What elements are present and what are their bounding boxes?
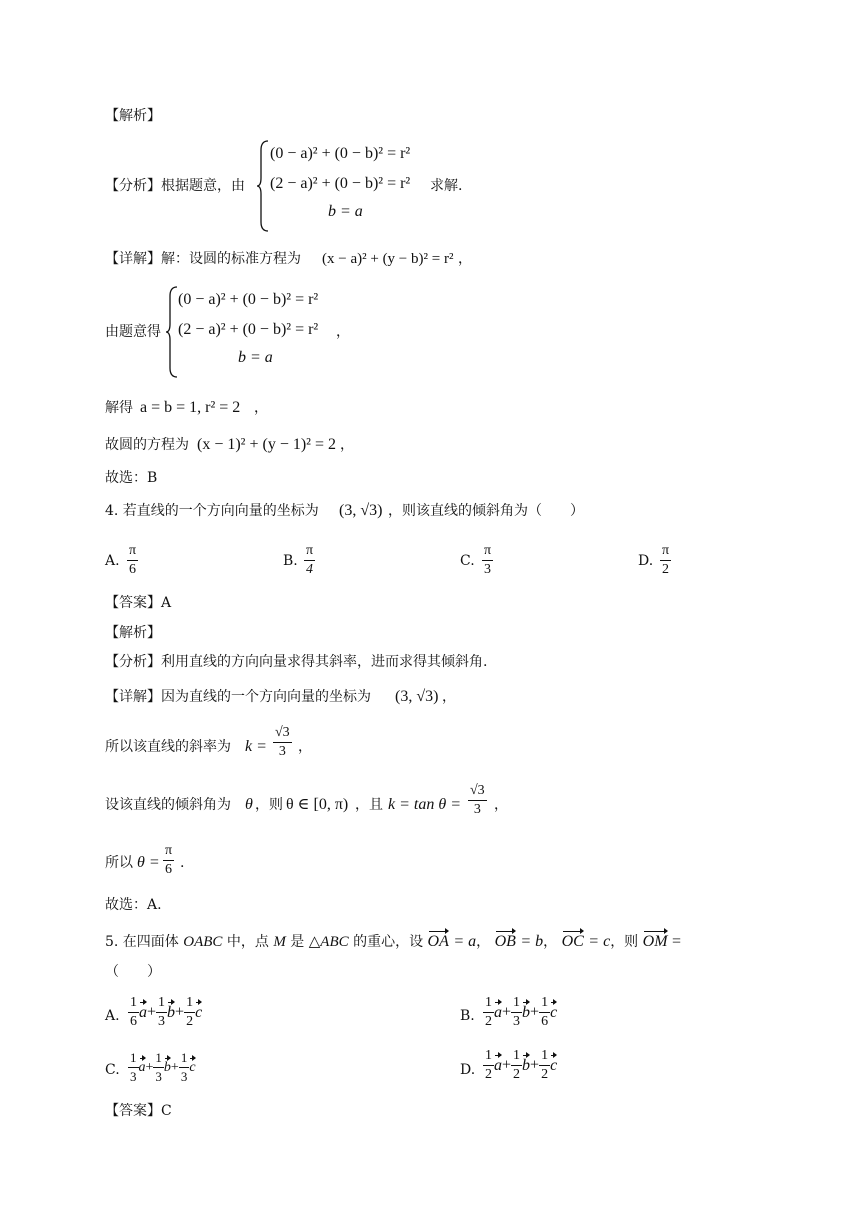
q5-option-b-vec-a: a: [494, 1003, 502, 1021]
q3-system-2-eq3: b = a: [238, 349, 273, 366]
q5-stem-a: 5. 在四面体: [105, 934, 179, 950]
q5-option-c-coef2-den: 3: [155, 1069, 162, 1084]
q5-option-c-vec-c: c: [189, 1060, 196, 1075]
q5-option-b-coef1: [483, 994, 494, 1031]
q4-slope-suffix: ，: [298, 739, 312, 755]
q4-angle-range: θ ∈ [0, π): [286, 796, 349, 813]
q4-option-d-letter: D.: [638, 553, 654, 569]
q5-option-a-coef3: [184, 994, 195, 1031]
q5-option-d-coef3-num: 1: [539, 1047, 550, 1066]
q5-option-c-coef3-den: 3: [180, 1069, 188, 1084]
q5-option-d-vec-b: b: [522, 1056, 531, 1074]
q5-sep3: ，则: [610, 934, 639, 950]
q4-option-a-den: 6: [129, 562, 137, 577]
q5-option-d-coef1-den: 2: [485, 1067, 492, 1082]
q3-system-2-eq1: (0 − a)² + (0 − b)² = r²: [178, 291, 319, 308]
q4-guxuan: 故选：A.: [105, 897, 162, 913]
q5-eq-end: =: [671, 933, 682, 950]
q5-option-c-vec-a: a: [138, 1060, 146, 1075]
q5-stem-b: 中，点: [226, 934, 269, 950]
q4-angle-den: 3: [473, 802, 481, 817]
q4-stem-suffix: ，则该直线的倾斜角为（ ）: [388, 503, 584, 519]
q5-option-a-vec-a: a: [139, 1003, 147, 1021]
q3-guxuan: 故选：B: [105, 470, 158, 486]
q5-option-a-coef3-den: 2: [186, 1014, 194, 1029]
q5-eq-a: = a: [453, 933, 477, 950]
q5-sep1: ，: [476, 934, 491, 950]
q3-youtiyi: 由题意得: [105, 324, 161, 340]
q5-option-a-coef1-num: 1: [128, 994, 139, 1013]
q5-option-d-coef1: [483, 1047, 494, 1084]
q4-option-a-num: π: [127, 542, 138, 561]
q4-option-d-num: π: [660, 542, 671, 561]
q5-option-c-vec-b: b: [163, 1060, 171, 1075]
q5-option-c-coef1-num: 1: [128, 1049, 139, 1068]
q5-option-a-letter: A.: [105, 1008, 120, 1024]
q5-vec-ob: OB: [494, 933, 516, 950]
q4-option-a-fraction: [127, 542, 138, 579]
q5-stem-d: 的重心，设: [353, 934, 424, 950]
q5-daan: 【答案】C: [105, 1103, 172, 1119]
q3-gu-prefix: 故圆的方程为: [105, 437, 189, 453]
q5-option-a-expr: $\frac{1}{6}$ a+ $\frac{1}{3}$ b+ $\frac{1}{2}$ c: [130, 995, 203, 1029]
q5-option-d-vec-a: a: [494, 1056, 502, 1074]
q5-stem-m: M: [273, 934, 286, 950]
q3-xiangjie-suffix: ，: [458, 251, 472, 267]
q4-xiangjie-suffix: ，: [442, 689, 456, 705]
q5-option-a-coef1: [128, 994, 139, 1031]
q5-stem-triangle: △ABC: [308, 934, 349, 950]
q5-option-b-expr: $\frac{1}{2}$ a+ $\frac{1}{3}$ b+ $\frac{1}{6}$ c: [485, 995, 558, 1029]
q4-result-eq: θ =: [137, 854, 160, 871]
q5-option-b-letter: B.: [460, 1008, 475, 1024]
q5-option-b-coef2-den: 3: [513, 1014, 521, 1029]
q5-paren: （ ）: [105, 964, 161, 980]
q4-option-c-num: π: [482, 542, 493, 561]
q3-system-1-eq3: b = a: [328, 203, 363, 220]
q4-angle-theta: θ: [245, 796, 253, 813]
q3-xiangjie-prefix: 【详解】解：设圆的标准方程为: [105, 251, 301, 267]
q5-sep2: ，: [543, 934, 558, 950]
q4-option-d-den: 2: [662, 562, 670, 577]
q4-angle-fraction: [468, 782, 487, 819]
q5-option-c-coef2-num: 1: [153, 1049, 164, 1068]
q5-option-c-expr: $\frac{1}{3}$ a+ $\frac{1}{3}$ b+ $\frac{1}{3}$ c: [130, 1050, 196, 1084]
q4-angle-num: √3: [468, 782, 487, 801]
q4-option-b-fraction: [304, 542, 315, 579]
q5-option-c-coef2: [153, 1049, 164, 1086]
q5-option-d-coef2: [511, 1047, 522, 1084]
q4-angle-suffix: ，: [494, 797, 508, 813]
q5-option-b-vec-b: b: [522, 1003, 531, 1021]
q5-option-b-coef3-num: 1: [539, 994, 550, 1013]
q5-option-d-coef3: [539, 1047, 550, 1084]
q4-option-c-fraction: [482, 542, 493, 579]
q4-daan: 【答案】A: [105, 595, 172, 611]
q5-option-b-coef1-den: 2: [485, 1014, 492, 1029]
q5-option-c-coef3-num: 1: [179, 1049, 190, 1068]
q4-slope-fraction: [273, 724, 292, 761]
q5-option-b-coef3-den: 6: [541, 1014, 549, 1029]
q5-option-b-coef2-num: 1: [511, 994, 522, 1013]
q5-option-d-coef3-den: 2: [541, 1067, 549, 1082]
q4-xiangjie-vector: (3, √3): [395, 688, 439, 705]
q4-option-d-fraction: [660, 542, 671, 579]
q4-slope-num: √3: [273, 724, 292, 743]
q5-option-a-coef1-den: 6: [130, 1014, 137, 1029]
q4-result-den: 6: [165, 862, 173, 877]
q5-stem-c: 是: [290, 934, 305, 950]
q5-option-c-coef3: [179, 1049, 190, 1086]
q5-eq-b: = b: [520, 933, 544, 950]
q4-option-c-den: 3: [484, 562, 492, 577]
q5-eq-c: = c: [588, 933, 611, 950]
q4-option-b-letter: B.: [283, 553, 298, 569]
q4-result-fraction: [163, 842, 174, 879]
q5-option-d-coef2-den: 2: [513, 1067, 521, 1082]
q5-option-d-expr: $\frac{1}{2}$ a+ $\frac{1}{2}$ b+ $\frac{1}{2}$ c: [485, 1048, 558, 1082]
q5-option-b-coef1-num: 1: [483, 994, 494, 1013]
q3-system-brace-2: [165, 286, 179, 378]
q5-stem-line: [105, 933, 681, 951]
q3-jiede-suffix: ，: [254, 400, 268, 416]
q5-option-d-coef1-num: 1: [483, 1047, 494, 1066]
q4-jiexi-heading: 【解析】: [105, 625, 161, 641]
q4-stem-prefix: 4. 若直线的一个方向向量的坐标为: [105, 503, 319, 519]
q5-option-b-coef3: [539, 994, 550, 1031]
q5-option-c-letter: C.: [105, 1062, 120, 1078]
q5-option-a-vec-b: b: [167, 1003, 176, 1021]
q4-option-c-letter: C.: [460, 553, 475, 569]
q5-option-c-coef1: [128, 1049, 139, 1086]
q3-circle-standard-eq: (x − a)² + (y − b)² = r²: [322, 251, 454, 267]
q4-slope-k: k =: [245, 738, 267, 755]
q4-result-prefix: 所以: [105, 855, 133, 871]
q4-xiangjie-prefix: 【详解】因为直线的一个方向向量的坐标为: [105, 689, 371, 705]
q5-option-d-letter: D.: [460, 1062, 476, 1078]
q4-option-a-letter: A.: [105, 553, 120, 569]
q5-option-a-coef2-den: 3: [158, 1014, 166, 1029]
q3-system-1-eq1: (0 − a)² + (0 − b)² = r²: [270, 145, 411, 162]
q3-fenxi-suffix: 求解.: [430, 178, 463, 194]
q3-gu-suffix: ，: [340, 437, 354, 453]
q3-fenxi-prefix: 【分析】根据题意，由: [105, 178, 245, 194]
q4-option-b-den: 4: [306, 562, 314, 577]
q5-option-d-vec-c: c: [550, 1056, 558, 1074]
q3-gu-eq: (x − 1)² + (y − 1)² = 2: [197, 436, 336, 453]
q4-option-b-num: π: [304, 542, 315, 561]
q3-system-2-eq2: (2 − a)² + (0 − b)² = r²: [178, 321, 319, 338]
q4-stem-vector: (3, √3): [339, 502, 383, 519]
q4-angle-prefix: 设该直线的倾斜角为: [105, 797, 231, 813]
q5-vec-om: OM: [642, 933, 668, 950]
q4-slope-prefix: 所以该直线的斜率为: [105, 739, 231, 755]
q4-result-suffix: .: [180, 855, 185, 871]
q4-slope-den: 3: [278, 744, 286, 759]
q5-option-a-coef3-num: 1: [184, 994, 195, 1013]
q4-fenxi: 【分析】利用直线的方向向量求得其斜率，进而求得其倾斜角.: [105, 654, 488, 670]
q5-option-d-coef2-num: 1: [511, 1047, 522, 1066]
q5-vec-oa: OA: [427, 933, 449, 950]
q5-option-a-coef2-num: 1: [156, 994, 167, 1013]
q5-option-a-coef2: [156, 994, 167, 1031]
q3-jiede-prefix: 解得: [105, 400, 133, 416]
q5-option-b-coef2: [511, 994, 522, 1031]
q4-angle-mid2: ，且: [355, 797, 383, 813]
q4-result-num: π: [163, 842, 174, 861]
q5-option-b-vec-c: c: [550, 1003, 558, 1021]
q3-jiede-eq: a = b = 1, r² = 2: [140, 399, 241, 416]
q5-stem-oabc: OABC: [183, 934, 223, 950]
q5-option-a-vec-c: c: [195, 1003, 203, 1021]
q3-system-1-eq2: (2 − a)² + (0 − b)² = r²: [270, 175, 411, 192]
q5-vec-oc: OC: [561, 933, 584, 950]
q4-angle-mid: ，则: [255, 797, 283, 813]
q3-jiexi-heading: 【解析】: [105, 108, 161, 124]
q3-system-brace-1: [256, 140, 270, 232]
q4-angle-eq: k = tan θ =: [388, 796, 461, 813]
q5-option-c-coef1-den: 3: [130, 1069, 137, 1084]
q3-sys2-suffix: ，: [336, 324, 350, 340]
